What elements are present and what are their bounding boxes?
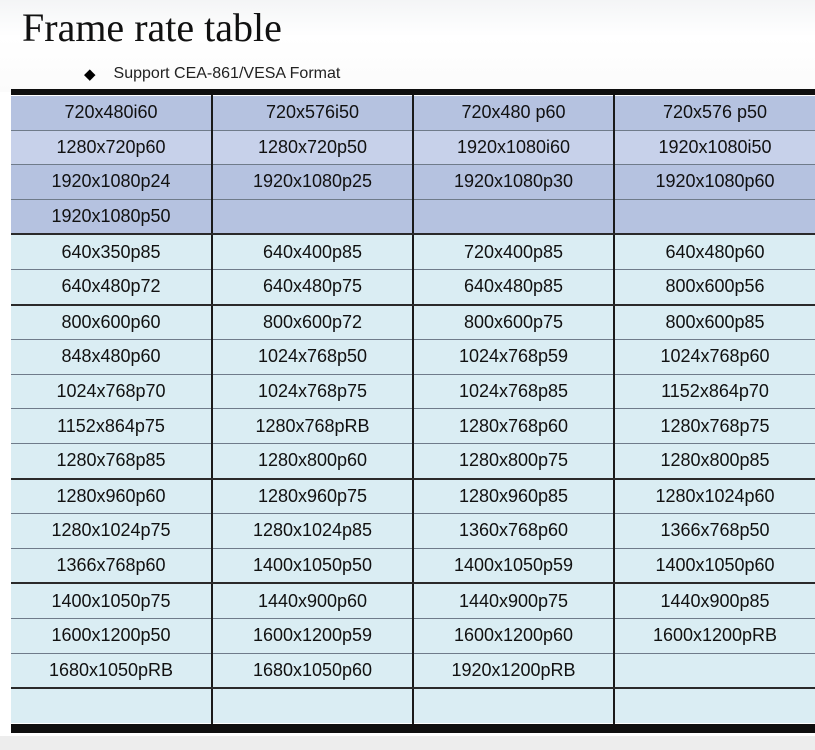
table-cell: 1400x1050p60	[614, 548, 815, 583]
table-cell: 1280x1024p60	[614, 479, 815, 514]
table-cell	[413, 199, 614, 234]
table-cell: 1280x768p85	[11, 443, 212, 478]
format-support-text: Support CEA-861/VESA Format	[113, 65, 341, 82]
table-cell: 800x600p72	[212, 305, 413, 340]
table-cell: 1280x800p85	[614, 443, 815, 478]
table-cell	[614, 688, 815, 723]
table-row	[11, 374, 815, 409]
table-cell: 1920x1080p60	[614, 165, 815, 200]
table-cell: 1440x900p75	[413, 583, 614, 618]
table-cell: 1280x960p75	[212, 479, 413, 514]
table-cell: 1920x1200pRB	[413, 653, 614, 688]
table-cell: 800x600p85	[614, 305, 815, 340]
table-cell: 1360x768p60	[413, 514, 614, 549]
table-row	[11, 340, 815, 375]
table-cell: 1280x800p60	[212, 443, 413, 478]
format-support-note	[84, 63, 340, 85]
table-cell: 1400x1050p75	[11, 583, 212, 618]
table-cell: 1280x960p85	[413, 479, 614, 514]
table-row	[11, 199, 815, 234]
table-cell: 1280x960p60	[11, 479, 212, 514]
table-cell: 1440x900p60	[212, 583, 413, 618]
table-cell: 1366x768p50	[614, 514, 815, 549]
table-cell: 1920x1080i50	[614, 130, 815, 165]
table-cell: 640x480p75	[212, 269, 413, 304]
table-row	[11, 96, 815, 131]
table-cell	[413, 688, 614, 723]
table-cell: 1280x720p60	[11, 130, 212, 165]
table-cell: 1280x800p75	[413, 443, 614, 478]
table-row	[11, 305, 815, 340]
table-cell: 1024x768p60	[614, 340, 815, 375]
table-row	[11, 653, 815, 688]
table-cell: 1280x1024p85	[212, 514, 413, 549]
table-cell: 1680x1050pRB	[11, 653, 212, 688]
frame-rate-table-container	[11, 89, 815, 733]
table-cell: 1600x1200p60	[413, 618, 614, 653]
table-cell: 1366x768p60	[11, 548, 212, 583]
table-cell: 720x576 p50	[614, 96, 815, 131]
table-cell: 720x480 p60	[413, 96, 614, 131]
diamond-bullet-icon: ◆	[84, 66, 96, 83]
table-cell: 1440x900p85	[614, 583, 815, 618]
table-cell	[614, 653, 815, 688]
table-cell	[11, 688, 212, 723]
table-cell: 1600x1200p50	[11, 618, 212, 653]
table-row	[11, 548, 815, 583]
table-cell: 1400x1050p50	[212, 548, 413, 583]
table-row	[11, 479, 815, 514]
table-row	[11, 514, 815, 549]
table-row	[11, 269, 815, 304]
table-cell: 720x480i60	[11, 96, 212, 131]
table-cell: 1024x768p70	[11, 374, 212, 409]
table-cell: 720x576i50	[212, 96, 413, 131]
table-cell: 1920x1080p25	[212, 165, 413, 200]
table-cell: 640x350p85	[11, 234, 212, 269]
table-cell: 640x400p85	[212, 234, 413, 269]
table-cell: 640x480p60	[614, 234, 815, 269]
table-cell: 1280x1024p75	[11, 514, 212, 549]
table-row	[11, 130, 815, 165]
page-title: Frame rate table	[22, 5, 282, 50]
table-row	[11, 165, 815, 200]
table-cell: 800x600p56	[614, 269, 815, 304]
table-row	[11, 618, 815, 653]
table-cell: 1280x768p60	[413, 409, 614, 444]
table-cell: 848x480p60	[11, 340, 212, 375]
table-cell: 1024x768p59	[413, 340, 614, 375]
table-cell: 1600x1200p59	[212, 618, 413, 653]
table-row	[11, 583, 815, 618]
page-footer-background	[0, 736, 815, 750]
table-cell: 1680x1050p60	[212, 653, 413, 688]
table-cell: 1024x768p85	[413, 374, 614, 409]
table-cell: 1920x1080p24	[11, 165, 212, 200]
table-cell: 800x600p75	[413, 305, 614, 340]
table-cell: 1920x1080i60	[413, 130, 614, 165]
table-cell	[212, 199, 413, 234]
table-cell: 1920x1080p50	[11, 199, 212, 234]
table-cell: 720x400p85	[413, 234, 614, 269]
table-row	[11, 234, 815, 269]
table-cell: 800x600p60	[11, 305, 212, 340]
table-cell: 1920x1080p30	[413, 165, 614, 200]
frame-rate-table	[11, 95, 815, 724]
table-cell: 1024x768p75	[212, 374, 413, 409]
table-cell: 1280x720p50	[212, 130, 413, 165]
table-cell: 1280x768p75	[614, 409, 815, 444]
table-cell	[614, 199, 815, 234]
table-cell: 1024x768p50	[212, 340, 413, 375]
table-cell	[212, 688, 413, 723]
table-row	[11, 688, 815, 723]
table-cell: 1400x1050p59	[413, 548, 614, 583]
table-row	[11, 409, 815, 444]
table-row	[11, 443, 815, 478]
table-cell: 1280x768pRB	[212, 409, 413, 444]
table-cell: 640x480p72	[11, 269, 212, 304]
table-cell: 1152x864p70	[614, 374, 815, 409]
table-cell: 1152x864p75	[11, 409, 212, 444]
table-cell: 640x480p85	[413, 269, 614, 304]
table-cell: 1600x1200pRB	[614, 618, 815, 653]
